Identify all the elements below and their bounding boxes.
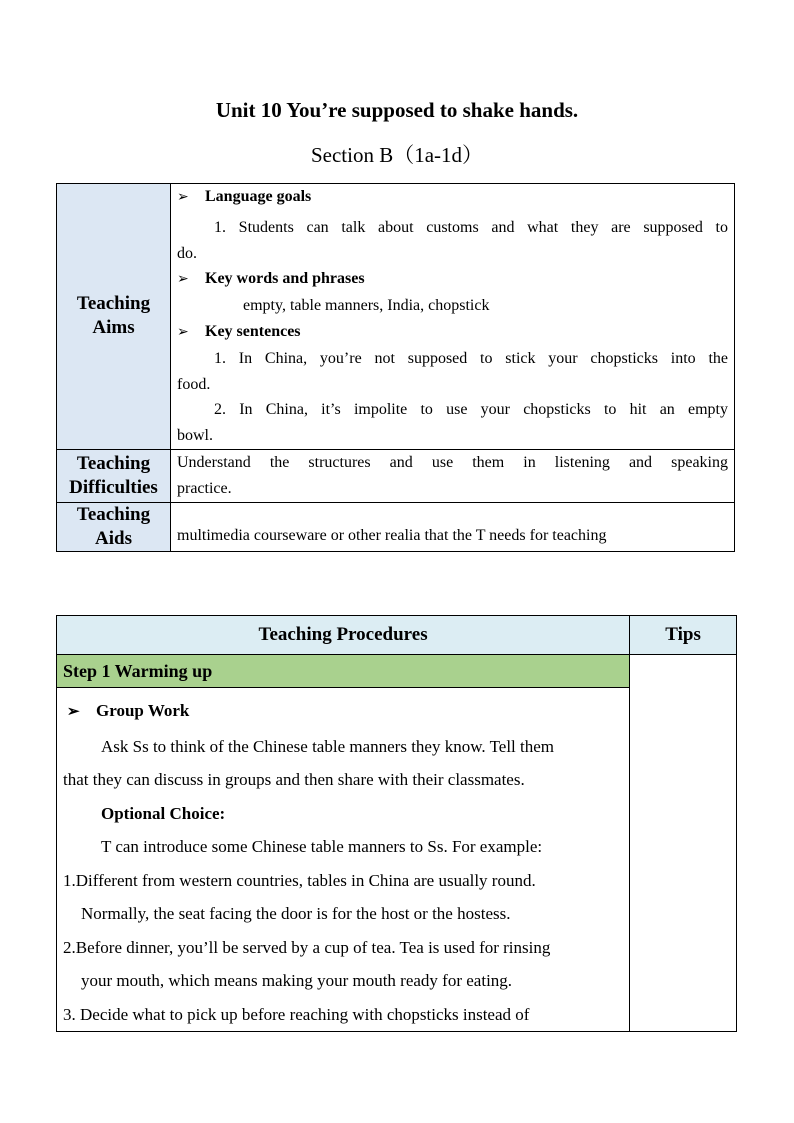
paragraph-line: T can introduce some Chinese table manners to Ss. For example: <box>101 837 543 856</box>
arrow-bullet-icon: ➢ <box>177 272 189 288</box>
document-title: Unit 10 You’re supposed to shake hands. <box>215 98 579 122</box>
aids-content-cell <box>171 502 735 551</box>
sentence-1-cont: food. <box>177 375 211 393</box>
step1-heading: Step 1 Warming up <box>57 655 630 688</box>
arrow-bullet-icon: ➢ <box>67 704 80 720</box>
sentence-2-cont: bowl. <box>177 427 213 445</box>
info-table <box>56 183 735 552</box>
difficulties-row <box>57 449 735 502</box>
key-words-text: empty, table manners, India, chopstick <box>243 297 490 315</box>
aids-text: multimedia courseware or other realia that the T needs for teaching <box>177 526 607 544</box>
procedure-table <box>56 615 737 1032</box>
sentence-1: 1. In China, you’re not supposed to stick your chopsticks into the <box>214 349 728 367</box>
step1-content <box>57 688 630 1032</box>
aids-row <box>57 502 735 551</box>
aims-label: Teaching Aims <box>76 293 151 339</box>
arrow-bullet-icon: ➢ <box>177 324 189 340</box>
key-sentences-heading: ➢ Key sentences <box>177 319 728 346</box>
procedure-header-row <box>57 616 737 655</box>
difficulties-label: Teaching Difficulties <box>69 452 158 498</box>
procedures-header: Teaching Procedures <box>57 616 630 655</box>
language-goal-line: 1. Students can talk about customs and what they are supposed to <box>214 218 728 236</box>
difficulties-content-cell <box>171 449 735 502</box>
aims-content-cell <box>171 184 735 450</box>
sentence-2: 2. In China, it’s impolite to use your chopsticks to hit an empty <box>214 401 728 419</box>
language-goal-line-cont: do. <box>177 244 197 262</box>
step1-row <box>57 655 737 688</box>
difficulties-text-cont: practice. <box>177 479 232 497</box>
aids-label-cell <box>57 502 171 551</box>
list-item-cont: your mouth, which means making your mouth ready for eating. <box>81 971 513 990</box>
list-item: 1.Different from western countries, tables in China are usually round. <box>63 870 536 890</box>
arrow-bullet-icon: ➢ <box>177 190 189 205</box>
paragraph-line: that they can discuss in groups and then share with their classmates. <box>63 770 525 789</box>
document-subtitle: Section B（1a-1d） <box>310 143 484 167</box>
difficulties-label-cell <box>57 449 171 502</box>
aims-row <box>57 184 735 450</box>
list-item: 2.Before dinner, you’ll be served by a cup of tea. Tea is used for rinsing <box>63 937 551 957</box>
list-item-cont: Normally, the seat facing the door is for the host or the hostess. <box>81 904 511 923</box>
aids-label: Teaching Aids <box>76 503 151 549</box>
list-item: 3. Decide what to pick up before reaching with chopsticks instead of <box>63 1004 530 1024</box>
optional-choice-heading: Optional Choice: <box>101 803 226 823</box>
language-goals-heading: ➢ Language goals <box>177 184 728 211</box>
difficulties-text: Understand the structures and use them in listening and speaking <box>177 453 728 471</box>
aims-label-cell <box>57 184 171 450</box>
key-words-heading: ➢ Key words and phrases <box>177 266 728 293</box>
tips-cell <box>630 655 737 1032</box>
group-work-heading: ➢ Group Work <box>63 694 623 730</box>
tips-header: Tips <box>630 616 737 655</box>
paragraph-line: Ask Ss to think of the Chinese table manners they know. Tell them <box>101 736 555 756</box>
